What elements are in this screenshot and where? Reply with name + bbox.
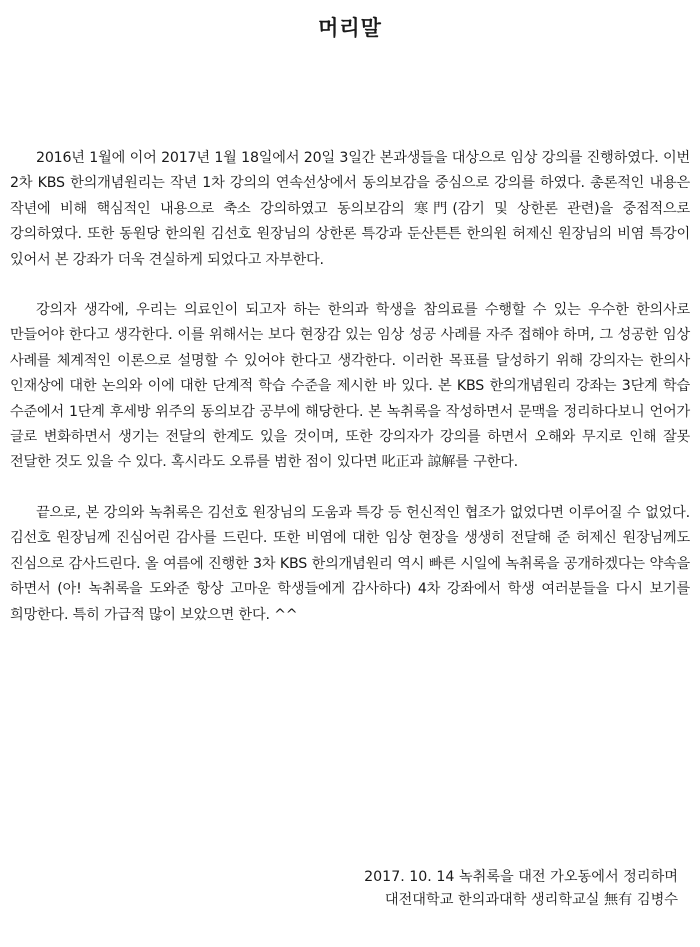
signature-date-line: 2017. 10. 14 녹취록을 대전 가오동에서 정리하며 (364, 869, 678, 885)
paragraph-3: 끝으로, 본 강의와 녹취록은 김선호 원장님의 도움과 특강 등 헌신적인 협조가 없었다면 이루어질 수 없었다. 김선호 원장님께 진심어린 감사를 드린다. 또한 비염에 대한 임상 현장을 생생히 전달해 준 허제신 원장님께도 진심으로 감사드린다. 올 여름에 진행한 3차 KBS 한의개념원리 역시 빠른 시일에 녹취록을 공개하겠다는 약속을 하면서 (아! 녹취록을 도와준 항상 고마운 학생들에게 감사하다) 4차 강좌에서 학생 여러분들을 다시 보기를 희망한다. 특히 가급적 많이 보았으면 한다. ^^ (10, 504, 690, 623)
preface-body (10, 146, 690, 628)
signature-author-line: 대전대학교 한의과대학 생리학교실 無有 김병수 (384, 892, 678, 908)
paragraph-2: 강의자 생각에, 우리는 의료인이 되고자 하는 한의과 학생을 참의료를 수행할 수 있는 우수한 한의사로 만들어야 한다고 생각한다. 이를 위해서는 보다 현장감 있는 임상 성공 사례를 자주 접해야 하며, 그 성공한 임상 사례를 체계적인 이론으로 설명할 수 있어야 한다고 생각한다. 이러한 목표를 달성하기 위해 강의자는 한의사 인재상에 대한 논의와 이에 대한 단계적 학습 수준을 제시한 바 있다. 본 KBS 한의개념원리 강좌는 3단계 학습 수준에서 1단계 후세방 위주의 동의보감 공부에 해당한다. 본 녹취록을 작성하면서 문맥을 정리하다보니 언어가 글로 변화하면서 생기는 전달의 한계도 있을 것이며, 또한 강의자가 강의를 하면서 오해와 무지로 인해 잘못 전달한 것도 있을 수 있다. 혹시라도 오류를 범한 점이 있다면 叱正과 諒解를 구한다. (10, 302, 690, 471)
page-title: 머리말 (318, 16, 382, 40)
paragraph-1: 2016년 1월에 이어 2017년 1월 18일에서 20일 3일간 본과생들을 대상으로 임상 강의를 진행하였다. 이번 2차 KBS 한의개념원리는 작년 1차 강의의 연속선상에서 동의보감을 중심으로 강의를 하였다. 총론적인 내용은 작년에 비해 핵심적인 내용으로 축소 강의하였고 동의보감의 寒門(감기 및 상한론 관련)을 중점적으로 강의하였다. 또한 동원당 한의원 김선호 원장님의 상한론 특강과 둔산튼튼 한의원 허제신 원장님의 비염 특강이 있어서 본 강좌가 더욱 견실하게 되었다고 자부한다. (10, 150, 690, 268)
signature-block (364, 866, 678, 912)
